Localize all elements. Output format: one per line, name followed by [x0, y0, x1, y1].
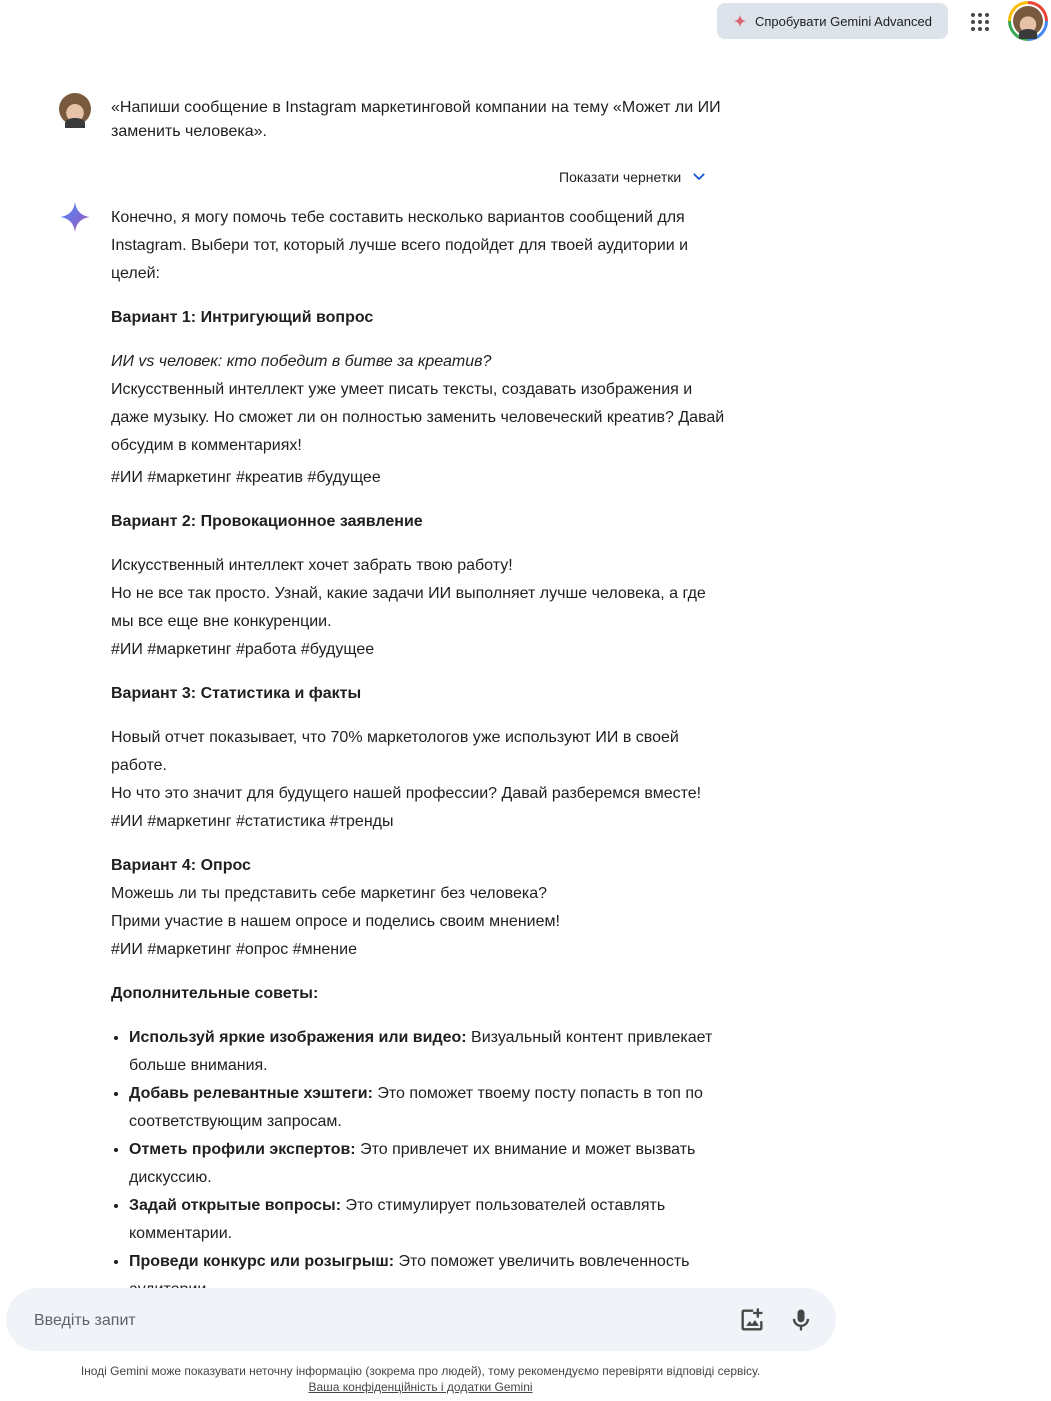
tip-title: Задай открытые вопросы:	[129, 1197, 342, 1214]
gemini-response	[111, 204, 726, 1286]
account-avatar-button[interactable]	[1008, 1, 1048, 41]
variant2-heading: Вариант 2: Провокационное заявление	[111, 513, 423, 530]
tip-title: Используй яркие изображения или видео:	[129, 1029, 467, 1046]
variant2-line1: Искусственный интеллект хочет забрать твою работу!	[111, 557, 513, 574]
try-gemini-advanced-button[interactable]	[717, 3, 948, 39]
tip-text: Это привлечет их внимание и может вызвать дискуссию.	[129, 1141, 696, 1186]
variant4-line1: Можешь ли ты представить себе маркетинг без человека?	[111, 885, 548, 902]
variant2-tags: #ИИ #маркетинг #работа #будущее	[111, 641, 375, 658]
tips-list	[111, 1024, 726, 1304]
variant1-heading: Вариант 1: Интригующий вопрос	[111, 309, 374, 326]
try-gemini-advanced-label: Спробувати Gemini Advanced	[755, 13, 932, 29]
user-prompt-text: «Напиши сообщение в Instagram маркетинговой компании на тему «Может ли ИИ заменить человека».	[111, 99, 721, 140]
gemini-spark-icon	[733, 14, 747, 28]
response-intro: Конечно, я могу помочь тебе составить несколько вариантов сообщений для Instagram. Выбери тот, который лучше всего подойдет для твоей аудитории и целей:	[111, 209, 689, 282]
variant4-line2: Прими участие в нашем опросе и поделись своим мнением!	[111, 913, 560, 930]
prompt-input-bar	[6, 1288, 836, 1351]
privacy-link[interactable]: Ваша конфіденційність і додатки Gemini	[308, 1380, 533, 1394]
variant4-heading: Вариант 4: Опрос	[111, 857, 251, 874]
tips-heading: Дополнительные советы:	[111, 985, 319, 1002]
variant1-italic: ИИ vs человек: кто победит в битве за креатив?	[111, 353, 492, 370]
chevron-down-icon	[691, 169, 707, 185]
tip-title: Отметь профили экспертов:	[129, 1141, 356, 1158]
tip-text: Это поможет твоему посту попасть в топ по соответствующим запросам.	[129, 1085, 703, 1130]
gemini-star-icon	[59, 201, 91, 233]
variant3-heading: Вариант 3: Статистика и факты	[111, 685, 362, 702]
variant3-tags: #ИИ #маркетинг #статистика #тренды	[111, 813, 394, 830]
variant1-body: Искусственный интеллект уже умеет писать тексты, создавать изображения и даже музыку. Но сможет ли он полностью заменить человеческий креатив? Давай обсудим в комментариях!	[111, 381, 725, 454]
show-drafts-label: Показати чернетки	[559, 169, 682, 185]
tip-title: Проведи конкурс или розыгрыш:	[129, 1253, 395, 1270]
google-apps-button[interactable]	[962, 4, 998, 40]
microphone-icon[interactable]	[787, 1306, 815, 1334]
prompt-input[interactable]	[32, 1288, 716, 1353]
list-item	[129, 1136, 726, 1192]
variant2-line2: Но не все так просто. Узнай, какие задачи ИИ выполняет лучше человека, а где мы все еще вне конкуренции.	[111, 585, 706, 630]
apps-grid-icon	[971, 13, 989, 31]
list-item	[129, 1080, 726, 1136]
tip-text: Визуальный контент привлекает больше внимания.	[129, 1029, 713, 1074]
list-item	[129, 1192, 726, 1248]
list-item	[129, 1024, 726, 1080]
tip-title: Добавь релевантные хэштеги:	[129, 1085, 373, 1102]
user-avatar	[59, 93, 91, 125]
show-drafts-button[interactable]	[559, 165, 707, 189]
variant3-line2: Но что это значит для будущего нашей профессии? Давай разберемся вместе!	[111, 785, 702, 802]
disclaimer	[0, 1363, 841, 1395]
disclaimer-text: Іноді Gemini може показувати неточну інформацію (зокрема про людей), тому рекомендуємо перевіряти відповіді сервісу.	[80, 1364, 761, 1378]
variant1-tags: #ИИ #маркетинг #креатив #будущее	[111, 469, 381, 486]
add-image-icon[interactable]	[738, 1306, 766, 1334]
tip-text: Это поможет увеличить вовлеченность	[398, 1253, 690, 1270]
tip-text: Это стимулирует пользователей оставлять комментарии.	[129, 1197, 666, 1242]
variant3-line1: Новый отчет показывает, что 70% маркетологов уже используют ИИ в своей работе.	[111, 729, 679, 774]
variant4-tags: #ИИ #маркетинг #опрос #мнение	[111, 941, 357, 958]
account-avatar-icon	[1013, 6, 1043, 36]
